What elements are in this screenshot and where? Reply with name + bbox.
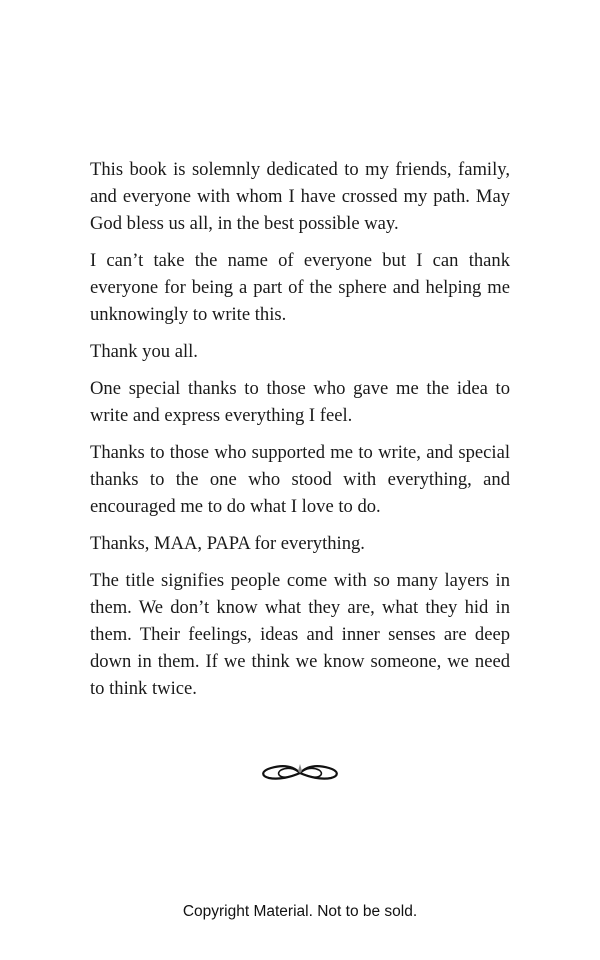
paragraph-thank-everyone: I can’t take the name of everyone but I can thank everyone for being a part of the sphere and helping me unknowingly to write this. — [90, 250, 510, 325]
dedication-text — [90, 156, 510, 712]
decorative-flourish-icon — [259, 762, 341, 784]
paragraph-thank-you-all: Thank you all. — [90, 341, 198, 362]
paragraph-parents: Thanks, MAA, PAPA for everything. — [90, 533, 365, 554]
paragraph-special-thanks: One special thanks to those who gave me the idea to write and express everything I feel. — [90, 378, 510, 426]
copyright-notice: Copyright Material. Not to be sold. — [182, 903, 418, 920]
paragraph-supporters: Thanks to those who supported me to write, and special thanks to the one who stood with everything, and encouraged me to do what I love to do. — [90, 442, 510, 517]
paragraph-title-meaning: The title signifies people come with so many layers in them. We don’t know what they are, what they hid in them. Their feelings, ideas and inner senses are deep down in them. If we think we know someone, we need to think twice. — [90, 570, 510, 699]
paragraph-dedication: This book is solemnly dedicated to my friends, family, and everyone with whom I have crossed my path. May God bless us all, in the best possible way. — [90, 159, 510, 234]
